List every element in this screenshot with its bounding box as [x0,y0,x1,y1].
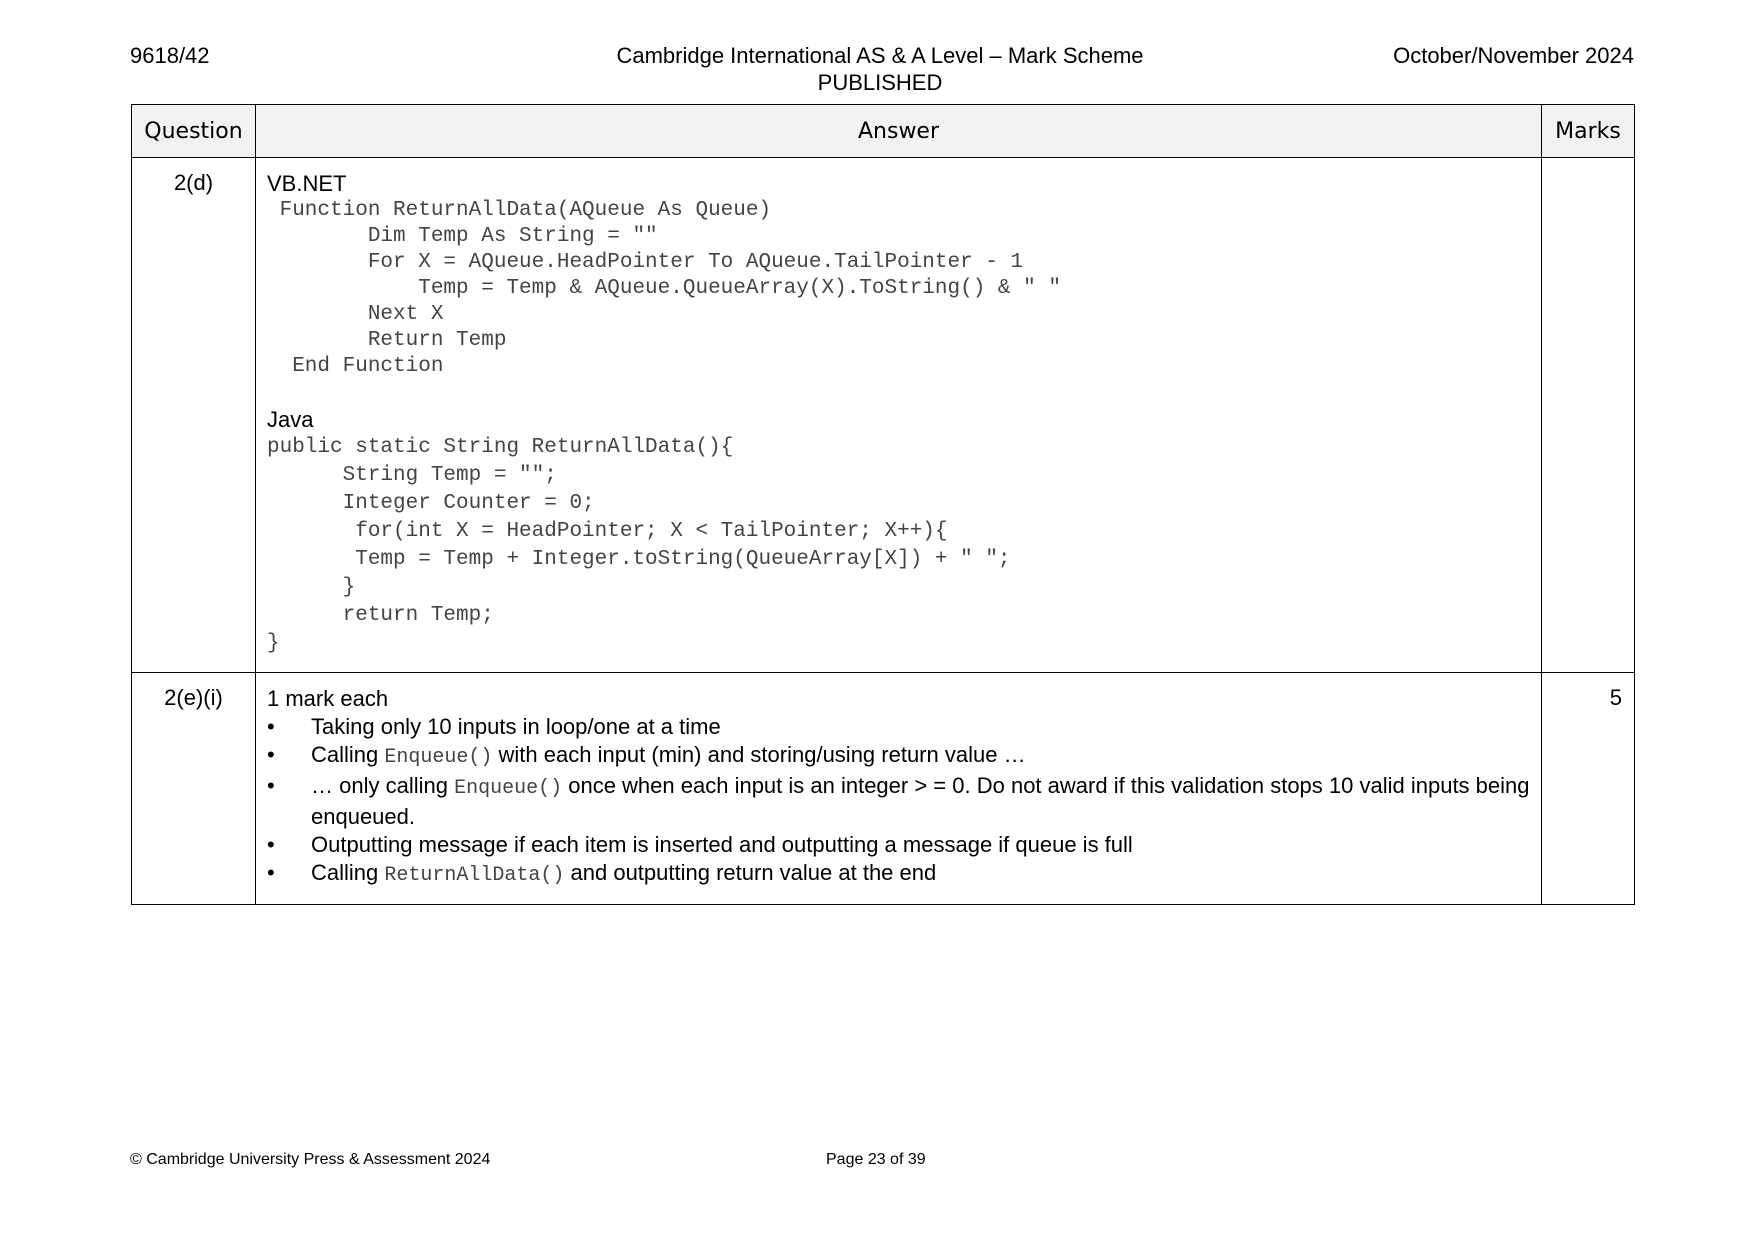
column-header-answer: Answer [256,105,1542,158]
publication-status: PUBLISHED [817,70,943,95]
inline-code: ReturnAllData() [384,864,565,887]
column-header-question: Question [132,105,256,158]
language-label-java: Java [267,407,314,432]
page-number: Page 23 of 39 [826,1151,926,1168]
java-code-block: public static String ReturnAllData(){ String Temp = ""; Integer Counter = 0; for(int X = HeadPointer; X < TailPointer; X++){ Temp = Temp + Integer.toString(QueueArray[X]) + " "; } return Temp; } [267,436,1011,655]
document-title: Cambridge International AS & A Level – Mark Scheme [616,43,1144,68]
question-number: 2(d) [132,158,256,673]
inline-code: Enqueue() [384,746,493,769]
paper-code: 9618/42 [130,43,210,68]
marks-value: 5 [1542,673,1635,905]
list-item: • Outputting message if each item is inserted and outputting a message if queue is full [267,831,1531,859]
exam-session: October/November 2024 [1393,43,1634,68]
vbnet-code-block: Function ReturnAllData(AQueue As Queue) Dim Temp As String = "" For X = AQueue.HeadPointer To AQueue.TailPointer - 1 Temp = Temp & AQueue.QueueArray(X).ToString() & " " Next X Return Temp End Function [279,199,1061,378]
inline-code: Enqueue() [454,777,563,800]
copyright-notice: © Cambridge University Press & Assessment 2024 [130,1151,491,1168]
mark-allocation-note: 1 mark each [267,686,389,711]
document-title-block [500,42,1260,96]
table-row [132,673,1635,905]
list-item: • … only calling Enqueue() once when each input is an integer > = 0. Do not award if this validation stops 10 valid inputs being enqueued. [267,772,1531,831]
marks-value [1542,158,1635,673]
table-row [132,158,1635,673]
marking-points-list [267,713,1531,890]
answer-cell [256,158,1542,673]
column-header-marks: Marks [1542,105,1635,158]
table-header-row [132,105,1635,158]
list-item: • Taking only 10 inputs in loop/one at a time [267,713,1531,741]
list-item: • Calling Enqueue() with each input (min) and storing/using return value … [267,741,1531,772]
language-label-vbnet: VB.NET [267,171,347,196]
answer-cell [256,673,1542,905]
list-item: • Calling ReturnAllData() and outputting return value at the end [267,859,1531,890]
question-number: 2(e)(i) [132,673,256,905]
mark-scheme-table [131,104,1635,905]
